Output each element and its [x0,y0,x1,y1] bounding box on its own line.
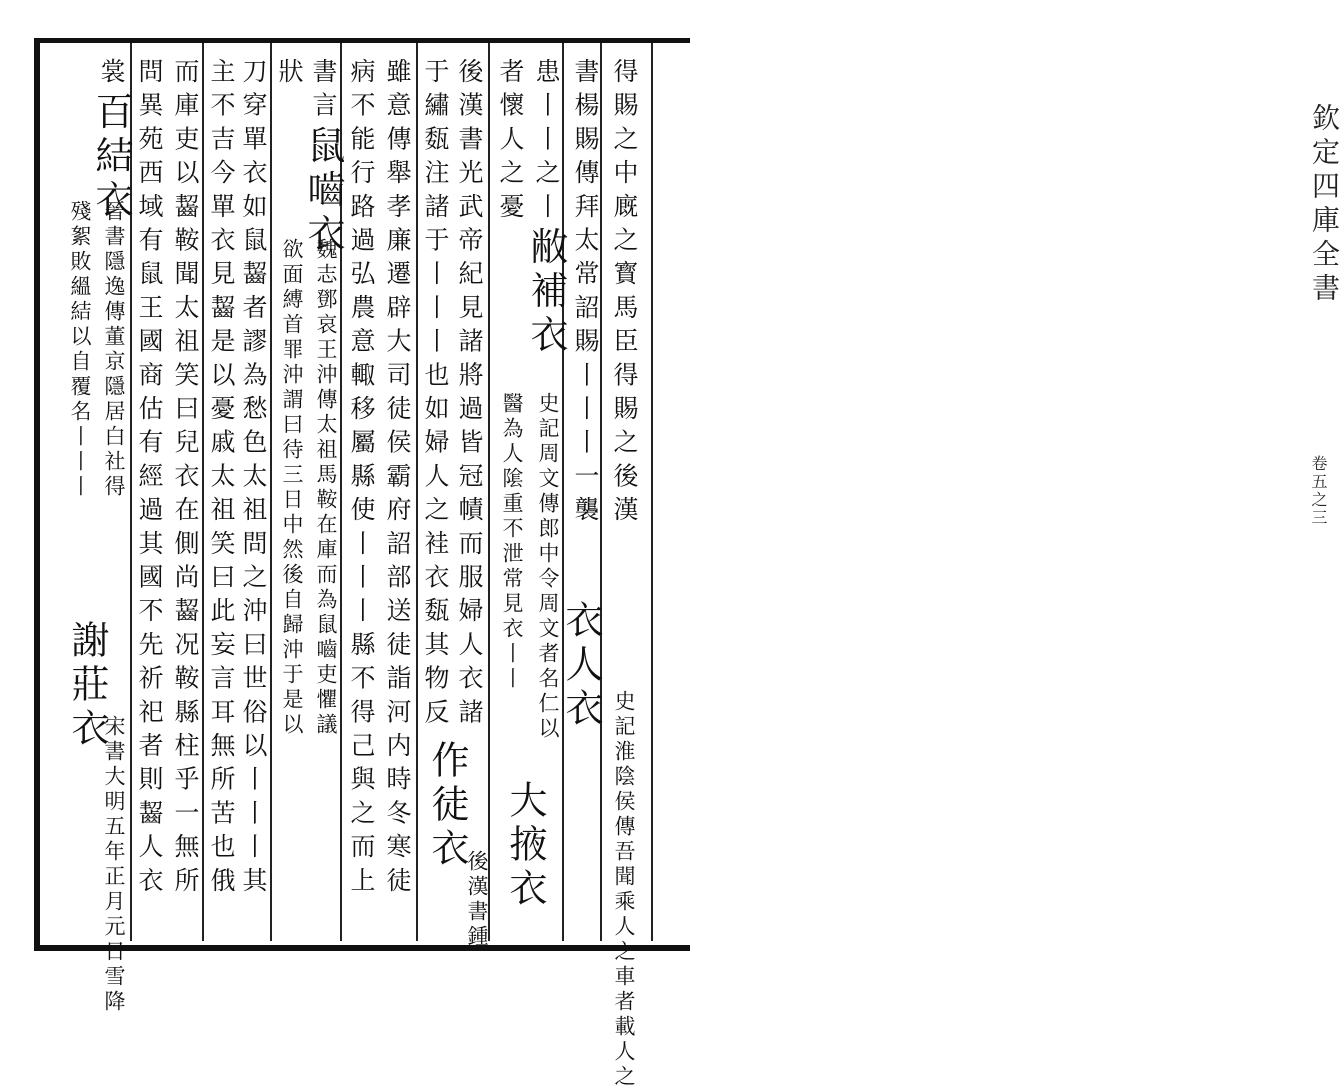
chapter-label: 卷五之三 [1309,455,1328,527]
column-rule [488,43,490,941]
text-column: 書楊賜傳拜太常詔賜丨丨丨一襲 [571,58,600,530]
entry-term-block [503,780,547,912]
entry-term: 鼠嚙衣 [301,125,345,258]
text-column: 主不吉今單衣見齧是以憂戚太祖笑曰此妄言耳無所苦也俄 [207,58,236,901]
text-segment: 裳 [97,58,126,92]
text-column: 狀 [275,58,304,92]
text-column: 後漢書光武帝紀見諸將過皆冠幘而服婦人衣諸 [455,58,484,732]
text-column: 而庫吏以齧鞍聞太祖笑曰兒衣在側尚齧况鞍縣柱乎一無所 [171,58,200,901]
text-column [524,58,568,359]
text-column [301,58,345,258]
text-column: 問異苑西域有鼠王國商估有經過其國不先祈祀者則齧人衣 [135,58,164,901]
annotation: 欲面縛首罪沖謂曰待三日中然後自歸沖于是以 [280,238,304,738]
annotation: 晉書隱逸傳董京隱居白社得 [102,200,126,500]
entry-term-block [65,620,109,752]
text-segment: 書言 [309,58,338,126]
column-rule [270,43,272,941]
annotation: 史記淮陰侯傳吾聞乘人之車者載人之 [612,690,636,1090]
annotation: 史記周文傳郎中令周文者名仁以 [536,392,560,742]
annotation: 醫為人隂重不泄常見衣丨丨 [500,392,524,692]
entry-term: 作徒衣 [425,740,469,872]
text-segment: 患丨丨之丨 [532,58,561,227]
text-column: 于繡瓾注諸于丨丨丨也如婦人之袿衣瓾其物反 [421,58,450,732]
entry-term-block [559,600,603,732]
entry-term-block [425,740,469,872]
text-column: 者懷人之憂 [496,58,525,227]
entry-term: 敝補衣 [524,226,568,359]
page-margin [651,43,1341,941]
text-column [89,58,133,224]
book-title: 欽定四庫全書 [1308,103,1341,307]
entry-term: 謝莊衣 [65,620,109,752]
text-column: 病不能行路過弘農意輙移屬縣使丨丨丨縣不得己與之而上 [347,58,376,901]
column-rule [416,43,418,941]
column-rule [562,43,564,941]
annotation: 魏志鄧哀王沖傳太祖馬鞍在庫而為鼠嚙吏懼議 [314,238,338,738]
column-rule [202,43,204,941]
text-column: 刀穿單衣如鼠齧者謬為愁色太祖問之沖曰世俗以丨丨丨其 [239,58,268,901]
column-rule [600,43,602,941]
annotation: 宋書大明五年正月元日雪降 [102,715,126,1015]
text-column: 雖意傳舉孝廉遷辟大司徒侯霸府詔部送徒詣河内時冬寒徒 [383,58,412,901]
entry-term: 百結衣 [89,91,133,224]
entry-term: 衣人衣 [559,600,603,732]
text-column: 得賜之中廐之寳馬臣得賜之後漢 [610,58,639,530]
annotation: 後漢書鍾 [465,850,489,950]
annotation: 殘絮敗縕結以自覆名丨丨丨 [68,200,92,500]
entry-term: 大掖衣 [503,780,547,912]
